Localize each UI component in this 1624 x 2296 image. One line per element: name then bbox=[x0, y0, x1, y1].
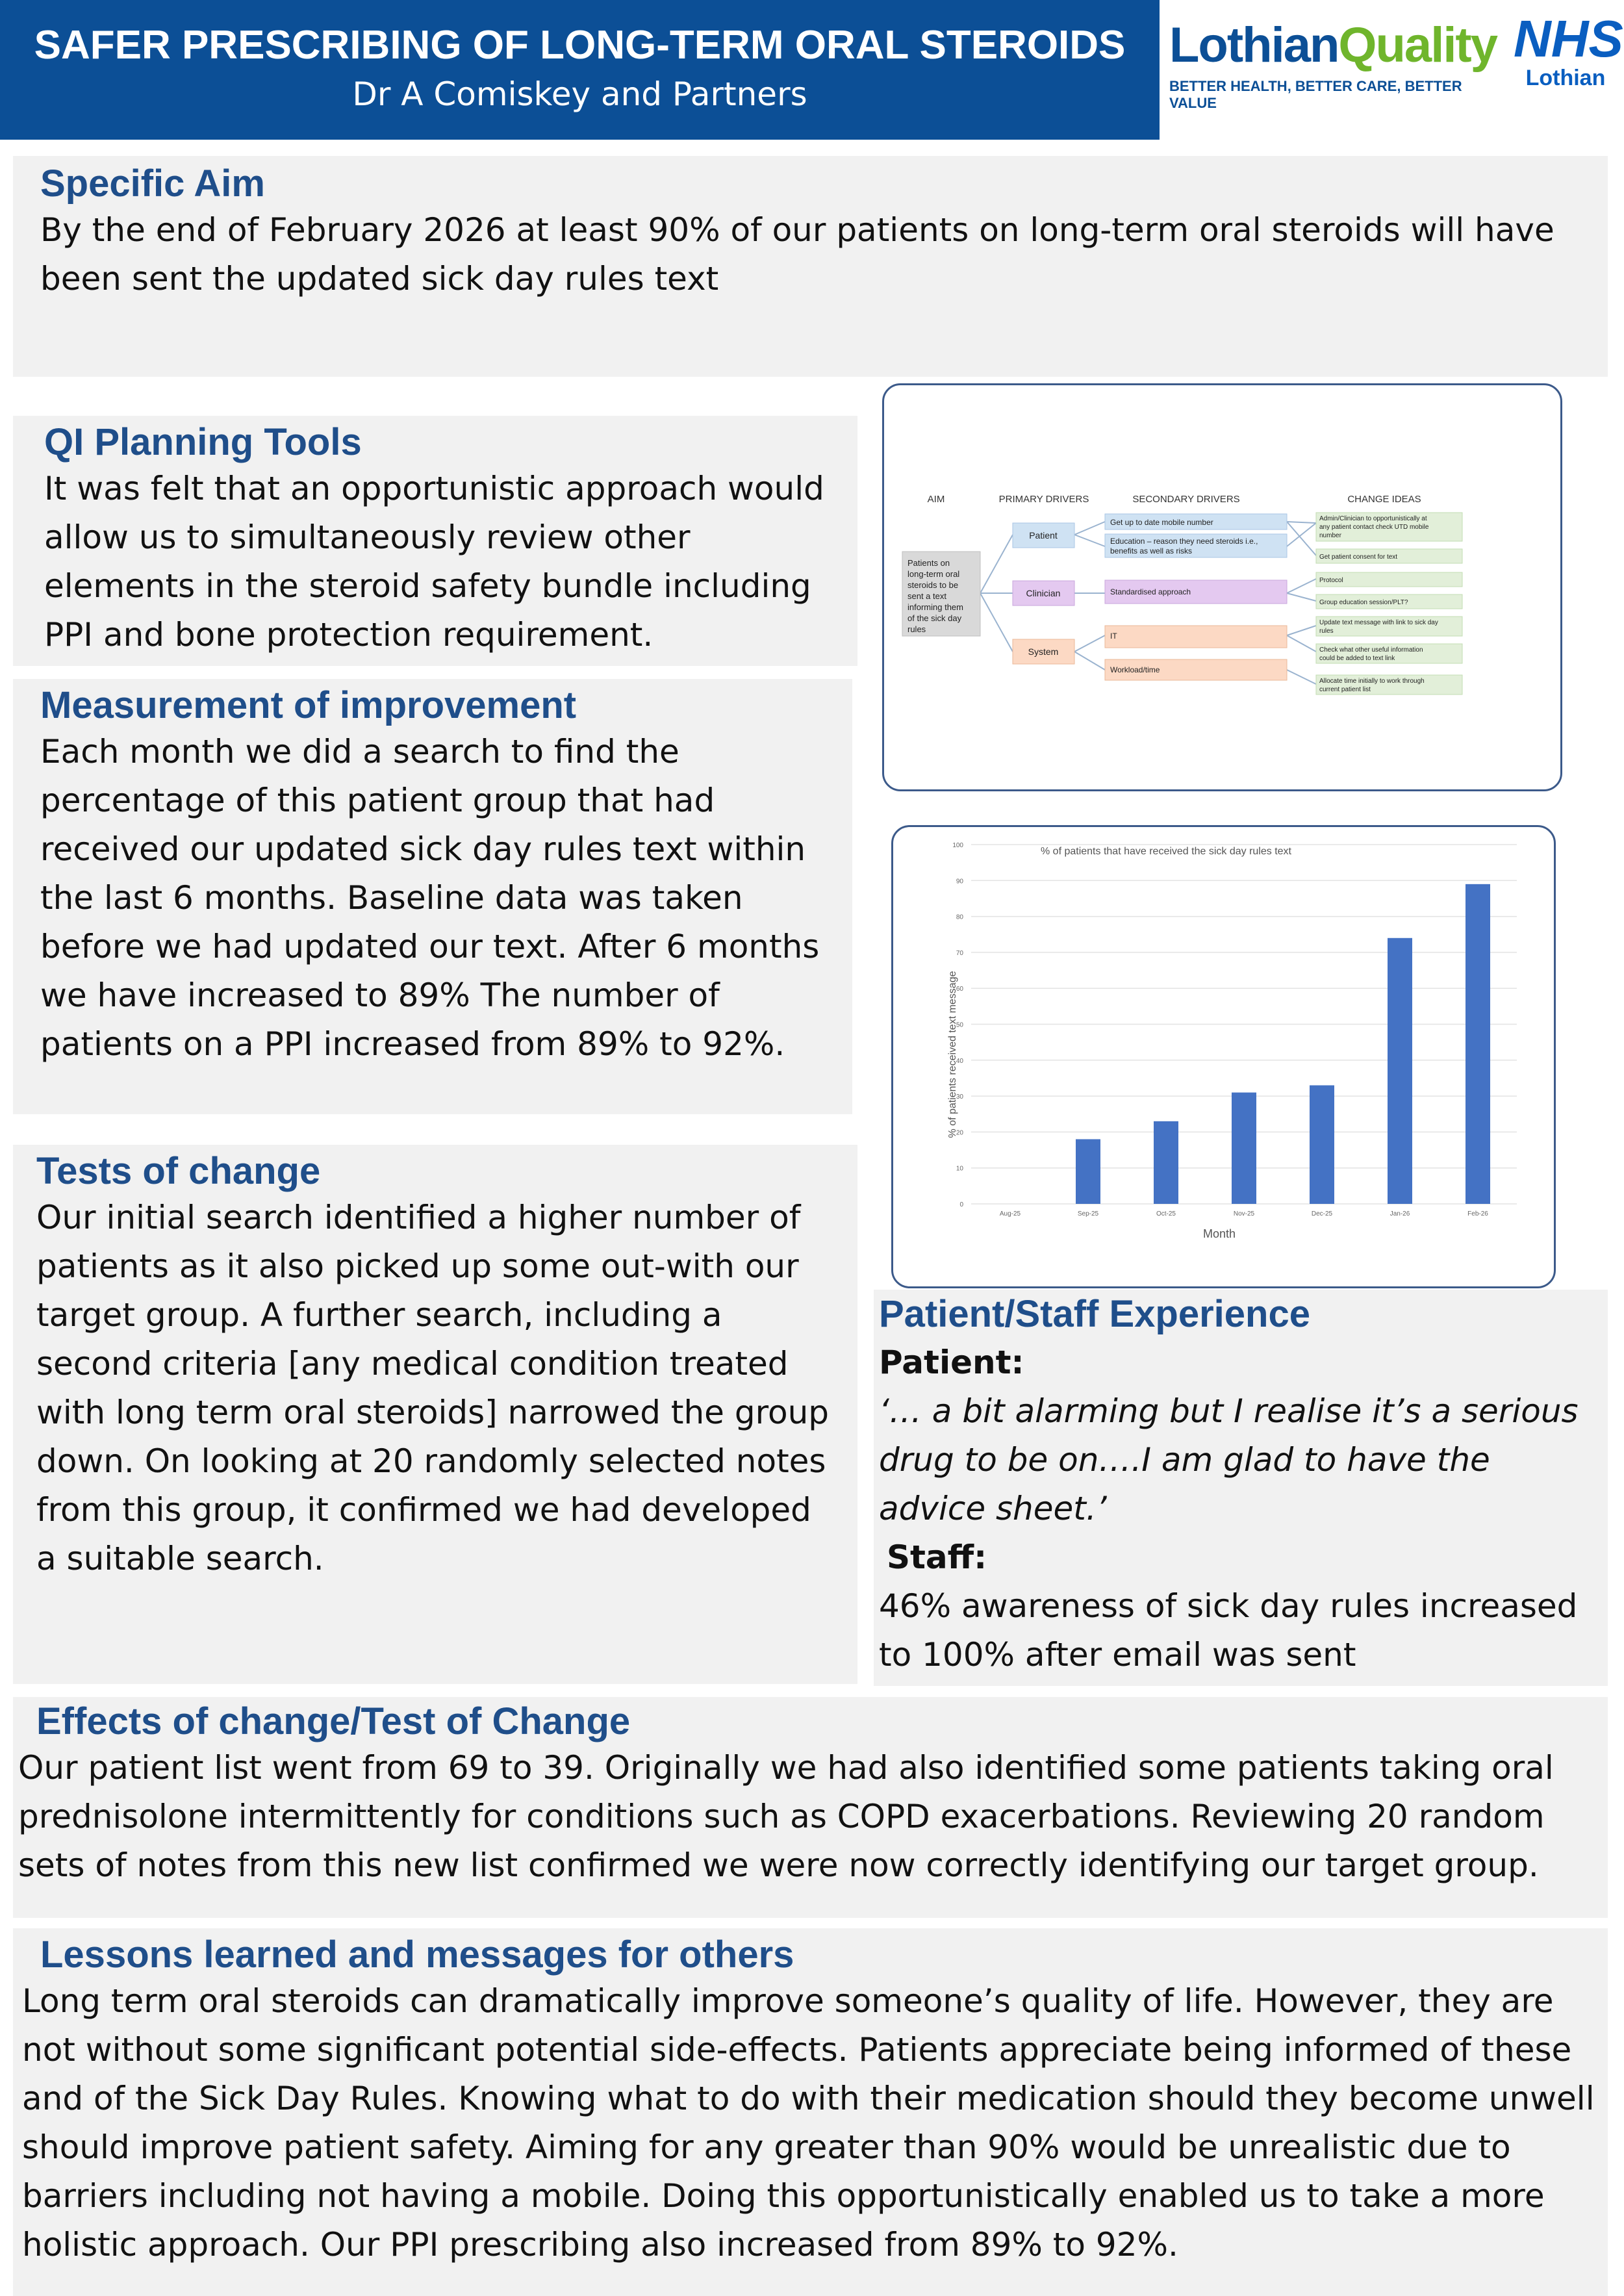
chart-x-tick-label: Nov-25 bbox=[1233, 1210, 1255, 1218]
dd-col-change: CHANGE IDEAS bbox=[1347, 494, 1421, 505]
specific-aim-heading: Specific Aim bbox=[40, 162, 265, 205]
chart-y-tick-label: 60 bbox=[956, 986, 963, 993]
dd-col-secondary: SECONDARY DRIVERS bbox=[1132, 494, 1240, 505]
qi-planning-heading: QI Planning Tools bbox=[44, 421, 362, 463]
chart-x-tick-label: Jan-26 bbox=[1389, 1210, 1410, 1218]
effects-heading: Effects of change/Test of Change bbox=[36, 1700, 631, 1742]
chart-x-tick-label: Oct-25 bbox=[1156, 1210, 1176, 1218]
dd-secondary-it bbox=[1105, 626, 1287, 648]
measurement-heading: Measurement of improvement bbox=[40, 684, 577, 726]
dd-secondary-it-label: IT bbox=[1110, 631, 1117, 641]
chart-bar-sep-25 bbox=[1076, 1139, 1100, 1204]
chart-card bbox=[891, 825, 1556, 1288]
poster-subtitle: Dr A Comiskey and Partners bbox=[352, 75, 807, 113]
chart-x-tick-label: Feb-26 bbox=[1467, 1210, 1488, 1218]
chart-x-ticks bbox=[1000, 1210, 1488, 1218]
dd-change-2: Get patient consent for text bbox=[1319, 554, 1398, 561]
chart-y-tick-label: 20 bbox=[956, 1129, 963, 1137]
bar-chart bbox=[893, 827, 1554, 1286]
lessons-text: Long term oral steroids can dramatically improve someone’s quality of life. However, they are not without some significant potential side-effects. Patients appreciate being informed of these and of the Sick Day Rules. Knowing what to do with their medication should they become unwell should improve patient safety. Aiming for any greater than 90% would be unrealistic due to barriers including not having a mobile. Doing this opportunistically enabled us to take a more holistic approach. Our PPI prescribing also increased from 89% to 92%. bbox=[22, 1982, 1595, 2264]
dd-secondary-standardised-label: Standardised approach bbox=[1110, 587, 1191, 596]
dd-change-5: Update text message with link to sick day rules bbox=[1319, 619, 1438, 635]
logo-word-lothian: Lothian bbox=[1169, 18, 1339, 73]
experience-heading: Patient/Staff Experience bbox=[879, 1293, 1310, 1335]
chart-y-tick-label: 0 bbox=[959, 1201, 963, 1208]
nhs-logo-text: NHS bbox=[1514, 10, 1623, 68]
effects-panel bbox=[13, 1697, 1608, 1918]
chart-y-tick-label: 10 bbox=[956, 1165, 963, 1173]
dd-change-4: Group education session/PLT? bbox=[1319, 599, 1408, 606]
tests-of-change-heading: Tests of change bbox=[36, 1150, 321, 1192]
experience-panel bbox=[874, 1290, 1608, 1686]
measurement-text: Each month we did a search to find the percentage of this patient group that had received our updated sick day rules text within the last 6 months. Baseline data was taken before we had updated our text. After 6 months we have increased to 89% The number of patients on a PPI increased from 89% to 92%. bbox=[40, 732, 820, 1063]
logo-word-quality: Quality bbox=[1338, 18, 1497, 73]
experience-staff-text: 46% awareness of sick day rules increased to 100% after email was sent bbox=[879, 1587, 1578, 1674]
experience-patient-label: Patient: bbox=[879, 1344, 1024, 1381]
measurement-panel bbox=[13, 679, 852, 1114]
dd-change-6: Check what other useful information could be added to text link bbox=[1319, 646, 1423, 662]
lessons-heading: Lessons learned and messages for others bbox=[40, 1933, 794, 1976]
dd-aim-text: Patients on long-term oral steroids to be sent a text informing them of the sick day rules bbox=[907, 558, 963, 634]
experience-patient-quote: ‘… a bit alarming but I realise it’s a serious drug to be on….I am glad to have the advice sheet.’ bbox=[879, 1392, 1579, 1527]
driver-diagram-card bbox=[882, 383, 1562, 791]
dd-change-7: Allocate time initially to work through current patient list bbox=[1319, 678, 1425, 693]
chart-y-tick-label: 80 bbox=[956, 913, 963, 921]
chart-bar-feb-26 bbox=[1465, 884, 1490, 1204]
chart-y-tick-label: 100 bbox=[952, 842, 963, 849]
specific-aim-text: By the end of February 2026 at least 90% of our patients on long-term oral steroids will have been sent the updated sick day rules text bbox=[40, 210, 1554, 298]
tests-of-change-text: Our initial search identified a higher number of patients as it also picked up some out-with our target group. A further search, including a second criteria [any medical condition treated with long term oral steroids] narrowed the group down. On looking at 20 randomly selected notes from this group, it confirmed we had developed a suitable search. bbox=[36, 1198, 830, 1577]
poster-title: SAFER PRESCRIBING OF LONG-TERM ORAL STEROIDS bbox=[34, 23, 1126, 68]
effects-text: Our patient list went from 69 to 39. Originally we had also identified some patients taking oral prednisolone intermittently for conditions such as COPD exacerbations. Reviewing 20 random sets of notes from this new list confirmed we were now correctly identifying our target group. bbox=[18, 1748, 1554, 1884]
chart-x-tick-label: Dec-25 bbox=[1311, 1210, 1333, 1218]
chart-bar-oct-25 bbox=[1154, 1121, 1178, 1204]
nhs-lothian-logo bbox=[1514, 10, 1623, 110]
dd-col-primary: PRIMARY DRIVERS bbox=[998, 494, 1089, 505]
dd-change-1: Admin/Clinician to opportunistically at any patient contact check UTD mobile number bbox=[1319, 515, 1429, 539]
chart-x-axis-label: Month bbox=[1202, 1227, 1236, 1240]
tests-of-change-panel bbox=[13, 1145, 857, 1684]
dd-change-3: Protocol bbox=[1319, 577, 1343, 584]
chart-y-tick-label: 30 bbox=[956, 1093, 963, 1101]
specific-aim-panel bbox=[13, 156, 1608, 377]
qi-planning-text: It was felt that an opportunistic approach would allow us to simultaneously review other elements in the steroid safety bundle including PPI and bone protection requirement. bbox=[44, 469, 824, 654]
chart-x-tick-label: Aug-25 bbox=[999, 1210, 1021, 1218]
dd-secondary-mobile-label: Get up to date mobile number bbox=[1110, 518, 1213, 527]
chart-y-axis-label: % of patients received text message bbox=[947, 971, 958, 1138]
chart-bar-jan-26 bbox=[1388, 938, 1412, 1204]
chart-y-tick-label: 70 bbox=[956, 949, 963, 957]
lessons-panel bbox=[13, 1928, 1608, 2296]
title-banner bbox=[0, 0, 1160, 140]
driver-diagram bbox=[884, 385, 1560, 789]
chart-x-tick-label: Sep-25 bbox=[1077, 1210, 1099, 1218]
chart-bar-nov-25 bbox=[1232, 1093, 1256, 1204]
chart-bar-dec-25 bbox=[1310, 1086, 1334, 1204]
chart-bars bbox=[1076, 884, 1490, 1204]
dd-primary-clinician-label: Clinician bbox=[1026, 588, 1061, 598]
dd-primary-patient-label: Patient bbox=[1029, 530, 1058, 541]
dd-secondary-workload-label: Workload/time bbox=[1110, 665, 1160, 674]
qi-planning-panel bbox=[13, 416, 857, 666]
nhs-logo-subtext: Lothian bbox=[1525, 66, 1606, 90]
chart-title: % of patients that have received the sick day rules text bbox=[1041, 846, 1291, 857]
logo-tagline: BETTER HEALTH, BETTER CARE, BETTER VALUE bbox=[1169, 78, 1462, 111]
chart-y-tick-label: 90 bbox=[956, 878, 963, 886]
dd-secondary-education-label: Education – reason they need steroids i.e., benefits as well as risks bbox=[1110, 537, 1258, 555]
dd-col-aim: AIM bbox=[927, 494, 945, 505]
dd-primary-system-label: System bbox=[1028, 646, 1059, 657]
chart-y-tick-label: 40 bbox=[956, 1057, 963, 1065]
chart-y-tick-label: 50 bbox=[956, 1021, 963, 1029]
lothian-quality-logo bbox=[1169, 13, 1497, 111]
experience-staff-label: Staff: bbox=[887, 1538, 987, 1576]
